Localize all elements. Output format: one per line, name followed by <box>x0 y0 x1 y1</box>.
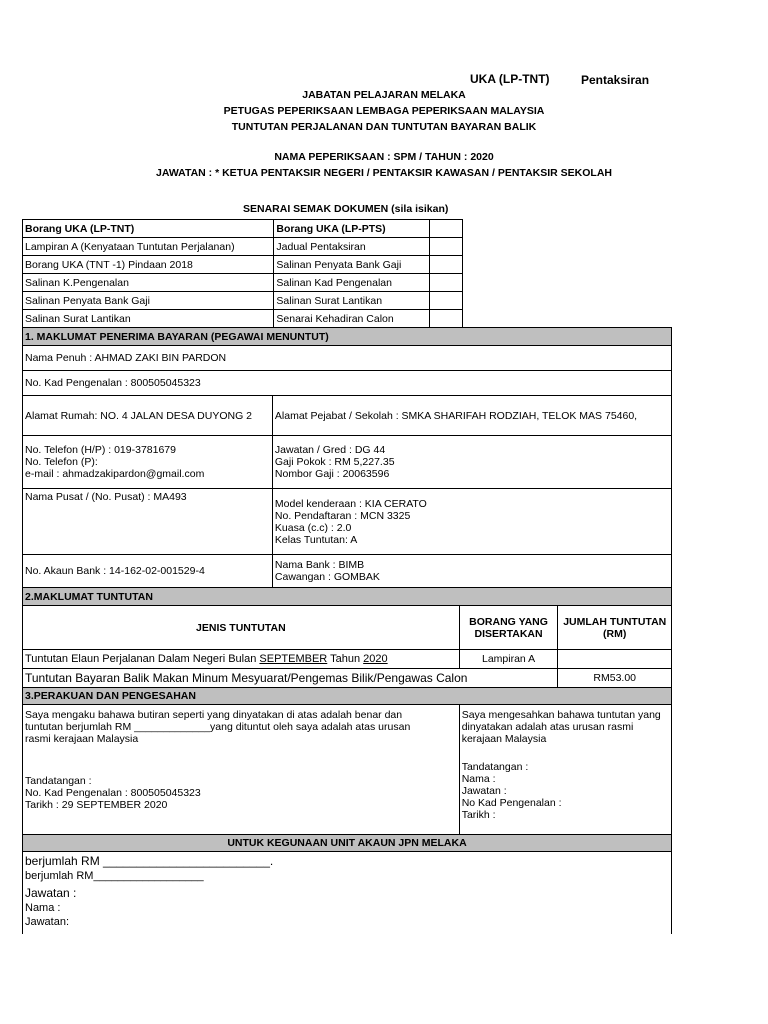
checklist-right-header: Borang UKA (LP-PTS) <box>274 220 430 238</box>
kenderaan-cell <box>272 489 671 555</box>
contact-cell <box>23 436 273 489</box>
nama-field: Nama Penuh : AHMAD ZAKI BIN PARDON <box>23 346 672 371</box>
alamat-rumah-field: Alamat Rumah: NO. 4 JALAN DESA DUYONG 2 <box>23 396 273 436</box>
header-exam: NAMA PEPERIKSAAN : SPM / TAHUN : 2020 <box>274 151 494 163</box>
akaun-line3: Jawatan : <box>25 886 77 900</box>
pengesahan-ic: No Kad Pengenalan : <box>461 797 562 809</box>
akaun-line2: berjumlah RM__________________ <box>25 870 204 882</box>
cawangan: Cawangan : GOMBAK <box>274 571 380 583</box>
checkbox[interactable] <box>430 292 463 310</box>
checklist-right-item: Salinan Penyata Bank Gaji <box>274 256 430 274</box>
akaun-line5: Jawatan: <box>25 916 70 928</box>
tel-p: No. Telefon (P): <box>25 456 98 468</box>
claim-row-1-form: Lampiran A <box>459 650 558 669</box>
pengesahan-jawatan: Jawatan : <box>461 785 507 797</box>
gaji-pokok: Gaji Pokok : RM 5,227.35 <box>274 456 395 468</box>
claim-row-1: Tuntutan Elaun Perjalanan Dalam Negeri Bulan SEPTEMBER Tahun 2020 <box>23 650 460 669</box>
jawatan-gred: Jawatan / Gred : DG 44 <box>274 444 386 456</box>
claim-form-table <box>22 327 672 934</box>
checklist-right-item: Senarai Kehadiran Calon <box>274 310 430 328</box>
header-line3: TUNTUTAN PERJALANAN DAN TUNTUTAN BAYARAN BALIK <box>231 121 537 133</box>
alamat-pejabat-field: Alamat Pejabat / Sekolah : SMKA SHARIFAH RODZIAH, TELOK MAS 75460, <box>272 396 671 436</box>
checkbox[interactable] <box>430 238 463 256</box>
pengesahan-tarikh: Tarikh : <box>461 809 496 821</box>
section1-title: 1. MAKLUMAT PENERIMA BAYARAN (PEGAWAI MENUNTUT) <box>23 328 672 346</box>
checkbox[interactable] <box>430 256 463 274</box>
kuasa: Kuasa (c.c) : 2.0 <box>274 521 352 534</box>
checkbox[interactable] <box>430 310 463 328</box>
claim-row-2-amount: RM53.00 <box>558 669 672 688</box>
checklist-right-item: Jadual Pentaksiran <box>274 238 430 256</box>
checklist-table <box>22 219 463 328</box>
claim-row-2: Tuntutan Bayaran Balik Makan Minum Mesyuarat/Pengemas Bilik/Pengawas Calon <box>23 669 558 688</box>
header-jawatan: JAWATAN : * KETUA PENTAKSIR NEGERI / PENTAKSIR KAWASAN / PENTAKSIR SEKOLAH <box>155 167 612 179</box>
perakuan-cell <box>23 705 460 835</box>
perakuan-tandatangan: Tandatangan : <box>25 775 92 787</box>
col-borang: BORANG YANG DISERTAKAN <box>459 606 558 650</box>
checklist-left-header: Borang UKA (LP-TNT) <box>23 220 274 238</box>
perakuan-tarikh: Tarikh : 29 SEPTEMBER 2020 <box>25 799 168 811</box>
perakuan-ic: No. Kad Pengenalan : 800505045323 <box>25 787 201 799</box>
pengesahan-cell <box>459 705 671 835</box>
checkbox[interactable] <box>430 220 463 238</box>
header-line2: PETUGAS PEPERIKSAAN LEMBAGA PEPERIKSAAN MALAYSIA <box>223 105 545 117</box>
checklist-right-item: Salinan Kad Pengenalan <box>274 274 430 292</box>
pusat-field: Nama Pusat / (No. Pusat) : MA493 <box>23 489 273 555</box>
pengesahan-nama: Nama : <box>461 773 496 785</box>
pengesahan-text: Saya mengesahkan bahawa tuntutan yang dinyatakan adalah atas urusan rasmi kerajaan Malaysia <box>461 709 661 745</box>
perakuan-text: Saya mengaku bahawa butiran seperti yang dinyatakan di atas adalah benar dan tuntutan berjumlah RM _____________yang dituntut oleh saya adalah atas urusan rasmi kerajaan Malaysia <box>25 709 411 745</box>
ic-field: No. Kad Pengenalan : 800505045323 <box>23 371 672 396</box>
kelas-tuntutan: Kelas Tuntutan: A <box>274 533 358 546</box>
section2-title: 2.MAKLUMAT TUNTUTAN <box>23 588 672 606</box>
tel-hp: No. Telefon (H/P) : 019-3781679 <box>25 444 176 456</box>
checklist-right-item: Salinan Surat Lantikan <box>274 292 430 310</box>
bank-cell <box>272 555 671 588</box>
jawatan-cell <box>272 436 671 489</box>
col-jumlah: JUMLAH TUNTUTAN (RM) <box>558 606 672 650</box>
section3-title: 3.PERAKUAN DAN PENGESAHAN <box>23 688 672 705</box>
checklist-left-item: Salinan K.Pengenalan <box>23 274 274 292</box>
claim-row-1-amount <box>558 650 672 669</box>
form-tag: Pentaksiran <box>581 73 650 87</box>
section4-title: UNTUK KEGUNAAN UNIT AKAUN JPN MELAKA <box>23 835 672 852</box>
akaun-line4: Nama : <box>25 902 61 914</box>
akaun-use-cell <box>23 852 672 934</box>
akaun-line1: berjumlah RM _________________________. <box>25 854 274 868</box>
akaun-bank-field: No. Akaun Bank : 14-162-02-001529-4 <box>23 555 273 588</box>
checklist-left-item: Salinan Surat Lantikan <box>23 310 274 328</box>
nama-bank: Nama Bank : BIMB <box>274 559 365 571</box>
form-code: UKA (LP-TNT) <box>470 72 550 86</box>
nombor-gaji: Nombor Gaji : 20063596 <box>274 468 390 480</box>
model-kenderaan: Model kenderaan : KIA CERATO <box>274 497 427 510</box>
pengesahan-tandatangan: Tandatangan : <box>461 761 529 773</box>
checklist-left-item: Borang UKA (TNT -1) Pindaan 2018 <box>23 256 274 274</box>
email: e-mail : ahmadzakipardon@gmail.com <box>25 468 205 480</box>
checklist-left-item: Salinan Penyata Bank Gaji <box>23 292 274 310</box>
col-jenis-tuntutan: JENIS TUNTUTAN <box>23 606 460 650</box>
checklist-left-item: Lampiran A (Kenyataan Tuntutan Perjalanan) <box>23 238 274 256</box>
checkbox[interactable] <box>430 274 463 292</box>
header-line1: JABATAN PELAJARAN MELAKA <box>302 89 466 101</box>
no-pendaftaran: No. Pendaftaran : MCN 3325 <box>274 509 411 522</box>
checklist-title: SENARAI SEMAK DOKUMEN (sila isikan) <box>243 203 449 215</box>
